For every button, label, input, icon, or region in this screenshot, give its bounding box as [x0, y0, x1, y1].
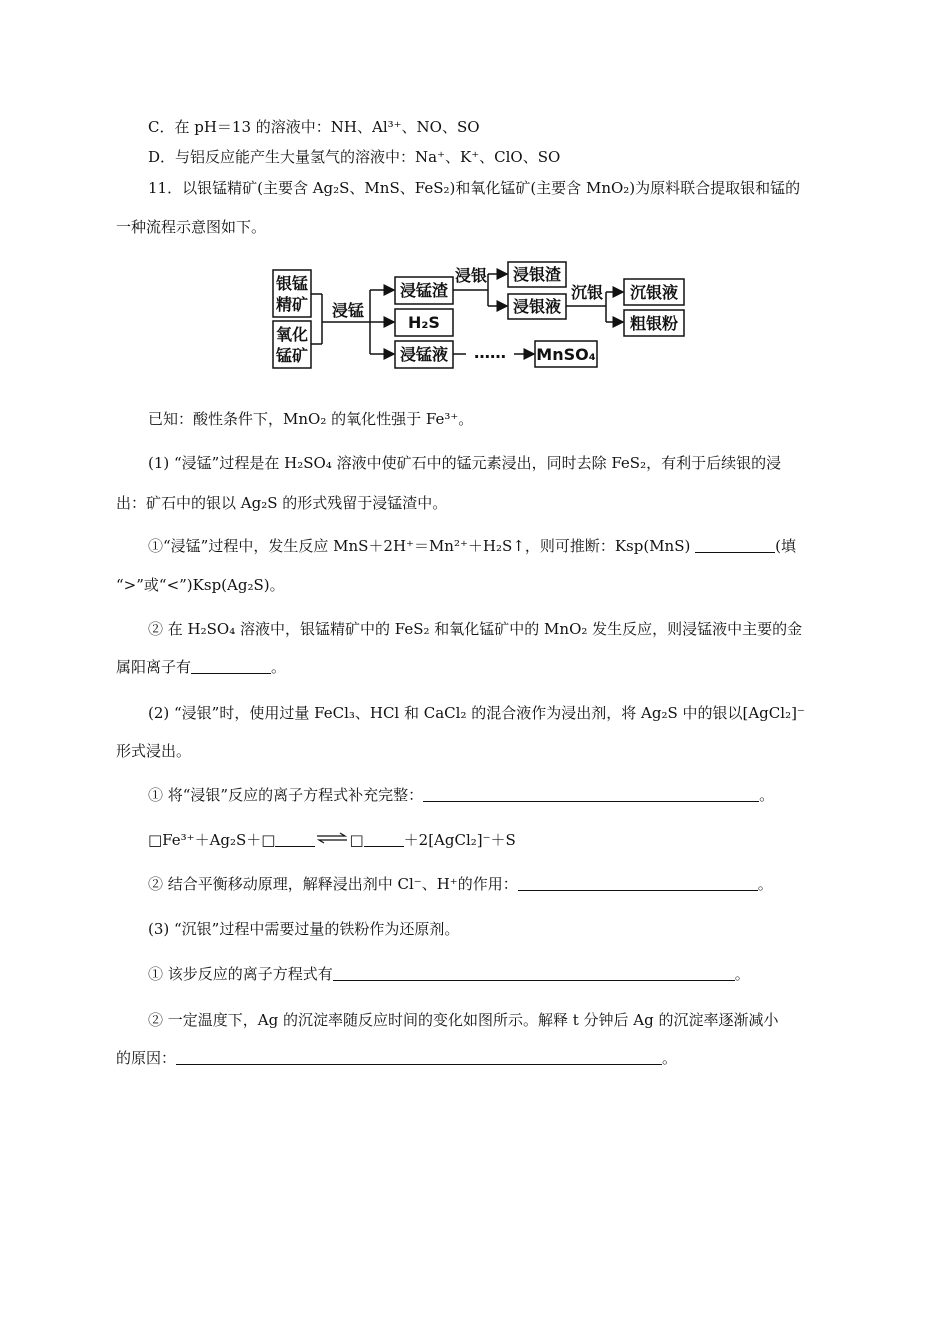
part-2a-question — [148, 785, 774, 805]
answer-blank-3a[interactable] — [333, 966, 735, 981]
step-precip: 沉银 — [570, 283, 604, 302]
process-flowchart — [270, 260, 700, 372]
part-3b-stem: ② 一定温度下，Ag 的沉淀率随反应时间的变化如图所示。解释 t 分钟后 Ag 的沉淀率逐渐减小 — [148, 1011, 779, 1029]
step-leach-ag: 浸银 — [454, 266, 488, 285]
part-2b-question — [148, 874, 773, 894]
ore2-label-a: 氧化 — [275, 325, 309, 344]
ag-liquor-label: 浸银液 — [512, 297, 562, 316]
period: 。 — [271, 658, 287, 676]
part-3b-text: 的原因： — [116, 1049, 177, 1067]
ag-residue-label: 浸银渣 — [512, 265, 562, 284]
part-2a-text: ① 将“浸银”反应的离子方程式补充完整： — [148, 786, 424, 804]
flow-dots: …… — [474, 343, 506, 362]
answer-blank-1b[interactable] — [191, 659, 271, 674]
equation-right: ＋2[AgCl₂]⁻＋S — [403, 831, 516, 849]
precip-liquor-label: 沉银液 — [629, 283, 679, 302]
h2s-label: H₂S — [408, 313, 440, 332]
option-d: D．与铝反应能产生大量氢气的溶液中：Na⁺、K⁺、ClO、SO — [148, 148, 561, 166]
option-c: C．在 pH＝13 的溶液中：NH、Al³⁺、NO、SO — [148, 118, 480, 136]
answer-blank-2a[interactable] — [423, 787, 759, 802]
part-1a-question — [148, 536, 796, 556]
ore1-label-b: 精矿 — [275, 295, 309, 314]
question-11-stem-cont: 一种流程示意图如下。 — [116, 218, 267, 236]
part-3a-text: ① 该步反应的离子方程式有 — [148, 965, 333, 983]
part-1a-tail: (填 — [775, 537, 796, 555]
crude-ag-label: 粗银粉 — [629, 314, 679, 333]
part-3b-question — [116, 1048, 677, 1068]
part-1b-text: 属阳离子有 — [116, 658, 192, 676]
ore2-label-b: 锰矿 — [275, 346, 309, 365]
answer-blank-eq-2[interactable] — [364, 832, 404, 847]
answer-blank-eq-1[interactable] — [275, 832, 315, 847]
part-2-stem: (2) “浸银”时，使用过量 FeCl₃、HCl 和 CaCl₂ 的混合液作为浸出剂，将 Ag₂S 中的银以[AgCl₂]⁻ — [148, 704, 805, 722]
part-1-stem: (1) “浸锰”过程是在 H₂SO₄ 溶液中使矿石中的锰元素浸出，同时去除 FeS₂，有利于后续银的浸 — [148, 454, 782, 472]
question-11-stem: 11．以银锰精矿(主要含 Ag₂S、MnS、FeS₂)和氧化锰矿(主要含 MnO₂)为原料联合提取银和锰的 — [148, 179, 801, 197]
part-1a-text: ①“浸锰”过程中，发生反应 MnS＋2H⁺＝Mn²⁺＋H₂S↑，则可推断：Ksp(MnS) — [148, 537, 691, 555]
period: 。 — [757, 875, 773, 893]
answer-blank-3b[interactable] — [176, 1050, 662, 1065]
answer-blank-1a[interactable] — [695, 538, 775, 553]
part-1a-cont: “>”或“<”)Ksp(Ag₂S)。 — [116, 576, 285, 594]
part-2-stem-cont: 形式浸出。 — [116, 742, 192, 760]
ionic-equation — [148, 830, 516, 850]
ore1-label-a: 银锰 — [275, 274, 309, 293]
mnso4-label: MnSO₄ — [536, 345, 596, 364]
part-3-stem: (3) “沉银”过程中需要过量的铁粉作为还原剂。 — [148, 920, 460, 938]
equation-left: □Fe³⁺＋Ag₂S＋□ — [148, 831, 276, 849]
part-3a-question — [148, 964, 750, 984]
part-2b-text: ② 结合平衡移动原理，解释浸出剂中 Cl⁻、H⁺的作用： — [148, 875, 518, 893]
part-1b-question — [116, 657, 286, 677]
mn-residue-label: 浸锰渣 — [399, 281, 449, 300]
known-condition: 已知：酸性条件下，MnO₂ 的氧化性强于 Fe³⁺。 — [148, 410, 474, 428]
equilibrium-arrow-icon — [315, 832, 349, 844]
period: 。 — [759, 786, 775, 804]
period: 。 — [734, 965, 750, 983]
step-leach-mn: 浸锰 — [331, 301, 365, 320]
period: 。 — [662, 1049, 678, 1067]
part-1b-stem: ② 在 H₂SO₄ 溶液中，银锰精矿中的 FeS₂ 和氧化锰矿中的 MnO₂ 发生反应，则浸锰液中主要的金 — [148, 620, 803, 638]
equation-mid: □ — [349, 831, 364, 849]
answer-blank-2b[interactable] — [518, 876, 758, 891]
mn-liquor-label: 浸锰液 — [399, 345, 449, 364]
part-1-stem-cont: 出：矿石中的银以 Ag₂S 的形式残留于浸锰渣中。 — [116, 494, 448, 512]
